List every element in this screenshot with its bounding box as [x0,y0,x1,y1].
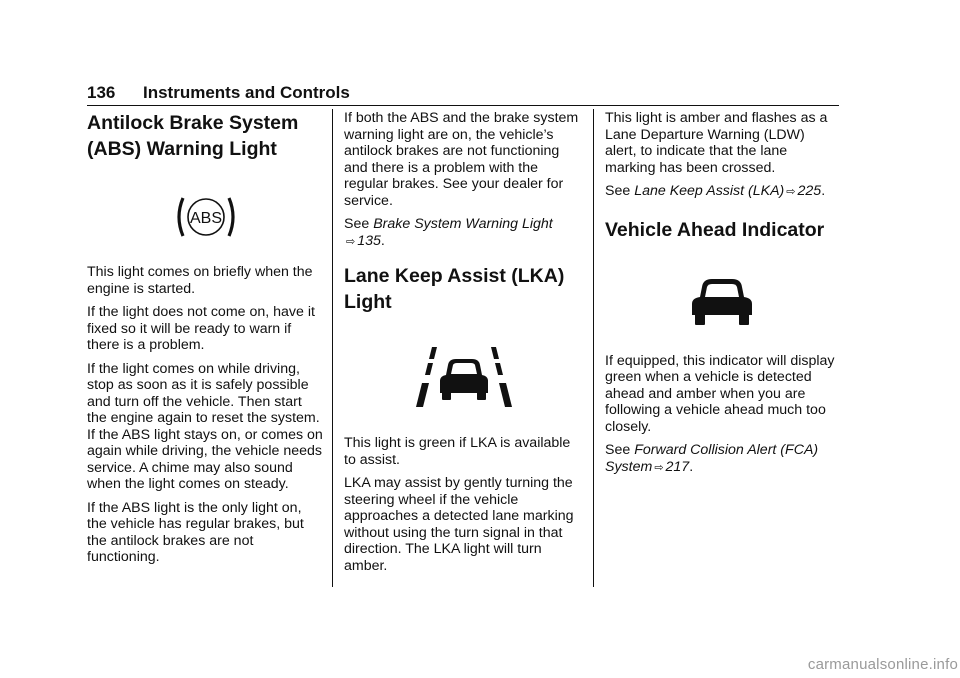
page-arrow-icon: ⇨ [786,186,796,198]
column-divider [332,109,333,587]
paragraph: If the light does not come on, have it fixed so it will be ready to warn if there is a problem. [87,304,315,353]
paragraph: If the ABS light is the only light on, the vehicle has regular brakes, but the antilock brakes are not functioning. [87,499,304,565]
reference-link[interactable]: Lane Keep Assist (LKA) [634,183,785,199]
paragraph: If both the ABS and the brake system warning light are on, the vehicle’s antilock brakes are not functioning and there is a problem with the regular brakes. See your dealer for service. [344,110,579,209]
abs-heading: Antilock Brake System (ABS) Warning Light [87,112,299,160]
section-title: Instruments and Controls [143,83,350,102]
cross-reference[interactable]: See Brake System Warning Light ⇨ 135. [344,216,553,249]
reference-page[interactable]: 225 [797,183,822,199]
paragraph: If equipped, this indicator will display green when a vehicle is detected ahead and amber when you are following a vehicle ahead much too closely. [605,352,835,435]
page-header [87,83,839,106]
vehicle-ahead-icon [605,277,839,327]
reference-page[interactable]: 217 [665,458,690,475]
reference-link[interactable]: Brake System Warning Light [373,216,553,232]
paragraph: LKA may assist by gently turning the steering wheel if the vehicle approaches a detected lane marking without using the turn signal in that direction. The LKA light will turn amber. [344,475,574,574]
vehicle-ahead-heading: Vehicle Ahead Indicator [605,218,825,241]
lka-heading: Lane Keep Assist (LKA) Light [344,265,565,313]
paragraph: This light comes on briefly when the engine is started. [87,264,313,297]
cross-reference[interactable]: See Forward Collision Alert (FCA) System ⇨ 217. [605,442,819,475]
column-1 [87,110,325,573]
paragraph: This light is green if LKA is available to assist. [344,435,571,468]
paragraph: If the light comes on while driving, stop as soon as it is safely possible and turn off the vehicle. Then start the engine again to reset the system. If the ABS light stays on, or comes on again while driving, the vehicle needs service. A chime may also sound when the light comes on steady. [87,360,323,492]
paragraph: This light is amber and flashes as a Lane Departure Warning (LDW) alert, to indicate that the lane marking has been crossed. [605,110,828,176]
column-divider [593,109,594,587]
cross-reference[interactable]: See Lane Keep Assist (LKA) ⇨ 225. [605,183,826,199]
watermark: carmanualsonline.info [807,656,958,673]
page-arrow-icon: ⇨ [654,461,664,474]
svg-text:ABS: ABS [189,210,223,227]
column-2 [344,110,584,581]
reference-page[interactable]: 135 [357,232,381,249]
lane-keep-assist-icon [344,345,584,411]
page-number: 136 [87,83,116,102]
page-arrow-icon: ⇨ [346,235,356,248]
column-3 [605,110,839,483]
abs-warning-icon [87,194,325,240]
reference-link[interactable]: Forward Collision Alert (FCA) System [605,442,819,475]
